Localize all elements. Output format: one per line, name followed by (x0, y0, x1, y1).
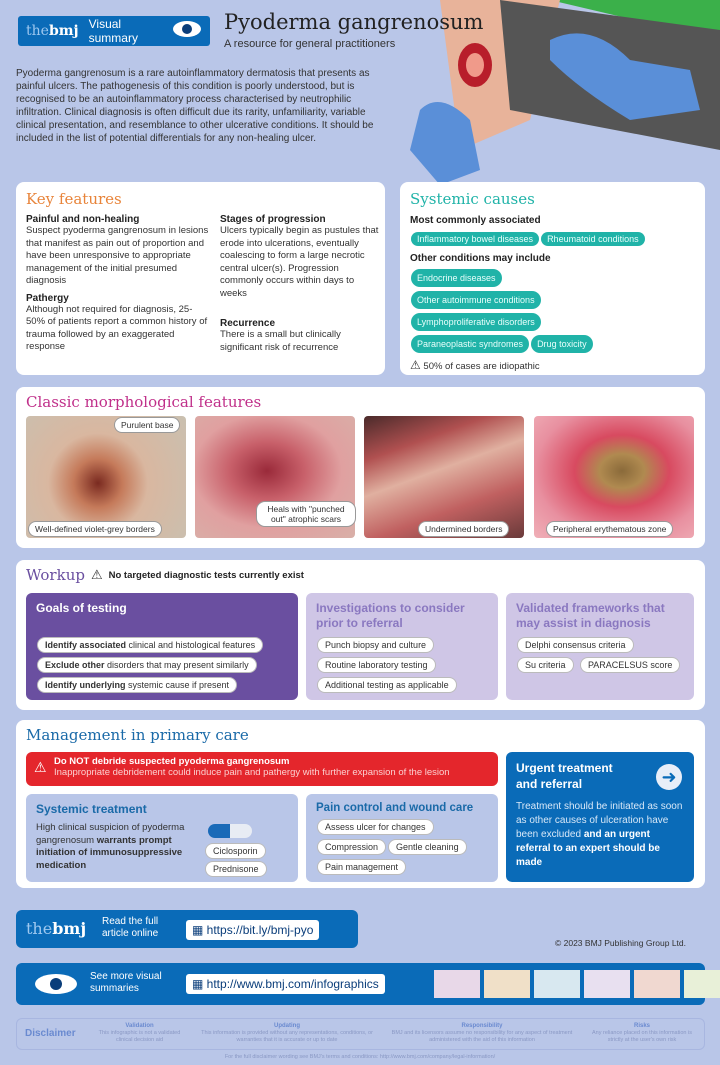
see-more-bar (16, 963, 705, 1005)
investigations-title: Investigations to consider prior to referral (316, 601, 465, 630)
pain-control-box (306, 794, 498, 882)
disclaimer-full-link[interactable]: For the full disclaimer wording see BMJ's terms and conditions: http://www.bmj.com/company/legal-information/ (224, 1054, 496, 1060)
cause-pill: Inflammatory bowel diseases (411, 232, 539, 246)
cause-pill: Other autoimmune conditions (411, 291, 541, 309)
morphology-card (16, 387, 705, 548)
goals-of-testing-box (26, 593, 298, 700)
morph-label: Well-defined violet-grey borders (28, 521, 162, 537)
urgent-referral-box (506, 752, 694, 882)
infographic-thumbnails[interactable] (434, 970, 720, 998)
systemic-treatment-title: Systemic treatment (36, 802, 147, 816)
disclaimer-updating: Updating This information is provided without any representations, conditions, or warranties that it is accurate or up to date (201, 1023, 373, 1043)
ulcer-photo-4 (534, 416, 694, 538)
idiopathic-note: 50% of cases are idiopathic (423, 361, 540, 372)
investigations-box (306, 593, 498, 700)
disclaimer-title: Disclaimer (25, 1028, 76, 1039)
see-more-label: See more visual summaries (90, 971, 162, 994)
morph-label: Peripheral erythematous zone (546, 521, 673, 537)
feature-text: Ulcers typically begin as pustules that erode into ulcerations, eventually coalescing to form a large necrotic central ulcer(s). Progression commonly occurs within days to weeks (220, 225, 379, 299)
goal-item: Identify associated clinical and histological features (37, 637, 263, 653)
systemic-causes-title: Systemic causes (410, 190, 535, 208)
wound-care-item: Pain management (317, 859, 406, 875)
feature-heading: Stages of progression (220, 214, 326, 225)
feature-heading: Pathergy (26, 292, 69, 304)
warning-icon: ⚠ (90, 567, 103, 582)
page-subtitle: A resource for general practitioners (224, 38, 396, 50)
debride-alert (26, 752, 498, 786)
cause-pill: Paraneoplastic syndromes (411, 335, 529, 353)
disclaimer-responsibility: Responsibility BMJ and its licensors assume no responsibility for any aspect of treatment administered with the aid of this information (391, 1023, 573, 1043)
framework-item: Su criteria (517, 657, 574, 673)
investigation-item: Routine laboratory testing (317, 657, 436, 673)
systemic-causes-card (400, 182, 705, 375)
goal-item: Exclude other disorders that may present similarly (37, 657, 257, 673)
feature-heading: Recurrence (220, 318, 276, 329)
ulcer-photo-3 (364, 416, 524, 538)
intro-text: Pyoderma gangrenosum is a rare autoinflammatory dermatosis that presents as painful ulcers. The pathogenesis of this condition is poorly understood, but is recognised to be an autoinflammatory process characterised by neutrophilic infiltration. Clinical diagnosis is often difficult due its rarity, unfamiliarity, variable clinical presentation, and resemblance to other ulcerative conditions. It should be included in the list of potential differentials for any non-healing ulcer. (16, 68, 374, 144)
feature-text: Although not required for diagnosis, 25-50% of patients report a common history of trauma followed by an exaggerated response (26, 303, 208, 352)
pain-control-title: Pain control and wound care (316, 802, 474, 814)
badge-label: Visual summary (88, 17, 138, 45)
management-card (16, 720, 705, 888)
morph-label: Undermined borders (418, 521, 509, 537)
morphology-title: Classic morphological features (26, 393, 262, 411)
other-heading: Other conditions may include (410, 253, 551, 264)
workup-card (16, 560, 705, 710)
management-title: Management in primary care (26, 726, 249, 744)
urgent-title: Urgent treatment and referral (516, 761, 613, 791)
copyright: © 2023 BMJ Publishing Group Ltd. (555, 938, 687, 948)
wound-care-item: Compression (317, 839, 386, 855)
ulcer-photo-1 (26, 416, 186, 538)
cause-pill: Lymphoproliferative disorders (411, 313, 541, 331)
disclaimer-validation: Validation This infographic is not a validated clinical decision aid (98, 1023, 181, 1043)
key-features-title: Key features (26, 190, 122, 208)
arrow-right-icon: ➜ (656, 764, 682, 790)
urgent-text: Treatment should be initiated as soon as other causes of ulceration have been excluded and an urgent referral to an expert should be made (516, 801, 683, 868)
page-title: Pyoderma gangrenosum (224, 10, 484, 34)
alert-title: Do NOT debride suspected pyoderma gangrenosum (54, 756, 290, 767)
disclaimer-risks: Risks Any reliance placed on this information is strictly at the user's own risk (592, 1023, 692, 1043)
alert-text: Inappropriate debridement could induce pain and pathergy with further expansion of the lesion (54, 767, 450, 778)
investigation-item: Additional testing as applicable (317, 677, 457, 693)
bmj-logo: thebmj (26, 23, 79, 39)
systemic-treatment-text: High clinical suspicion of pyoderma gangrenosum warrants prompt initiation of immunosuppressive medication (36, 822, 185, 871)
investigation-item: Punch biopsy and culture (317, 637, 434, 653)
morph-label: Purulent base (114, 417, 180, 433)
eye-icon (34, 973, 78, 1000)
key-features-card (16, 182, 385, 375)
eye-icon (172, 20, 202, 43)
drug-item: Prednisone (205, 861, 267, 877)
cause-pill: Endocrine diseases (411, 269, 502, 287)
feature-text: Suspect pyoderma gangrenosum in lesions that manifest as pain out of proportion and have been unresponsive to appropriate management of the initial presumed diagnosis (26, 225, 209, 286)
drug-item: Ciclosporin (205, 843, 266, 859)
wound-care-item: Gentle cleaning (388, 839, 467, 855)
workup-warning: No targeted diagnostic tests currently exist (108, 569, 304, 581)
goals-title: Goals of testing (36, 601, 127, 615)
framework-item: PARACELSUS score (580, 657, 680, 673)
goal-item: Identify underlying systemic cause if present (37, 677, 237, 693)
infographics-link[interactable]: ▦ http://www.bmj.com/infographics (186, 974, 385, 994)
read-article-bar (16, 910, 358, 948)
article-link[interactable]: ▦ https://bit.ly/bmj-pyo (186, 920, 319, 940)
warning-icon: ⚠ (34, 759, 47, 775)
pill-icon (208, 824, 252, 838)
disclaimer-box (16, 1018, 705, 1050)
cause-pill: Drug toxicity (531, 335, 593, 353)
feature-text: There is a small but clinically significant risk of recurrence (220, 329, 341, 353)
feature-heading: Painful and non-healing (26, 214, 140, 225)
read-article-label: Read the full article online (102, 916, 159, 939)
warning-icon: ⚠ (410, 358, 421, 372)
common-heading: Most commonly associated (410, 215, 541, 226)
frameworks-title: Validated frameworks that may assist in diagnosis (516, 601, 665, 630)
frameworks-box (506, 593, 694, 700)
morph-label: Heals with "punched out" atrophic scars (256, 501, 356, 527)
workup-title: Workup (26, 566, 85, 584)
systemic-treatment-box (26, 794, 298, 882)
wound-care-item: Assess ulcer for changes (317, 819, 434, 835)
cause-pill: Rheumatoid conditions (541, 232, 645, 246)
visual-summary-badge (18, 16, 210, 46)
bmj-logo: thebmj (26, 919, 87, 938)
framework-item: Delphi consensus criteria (517, 637, 634, 653)
